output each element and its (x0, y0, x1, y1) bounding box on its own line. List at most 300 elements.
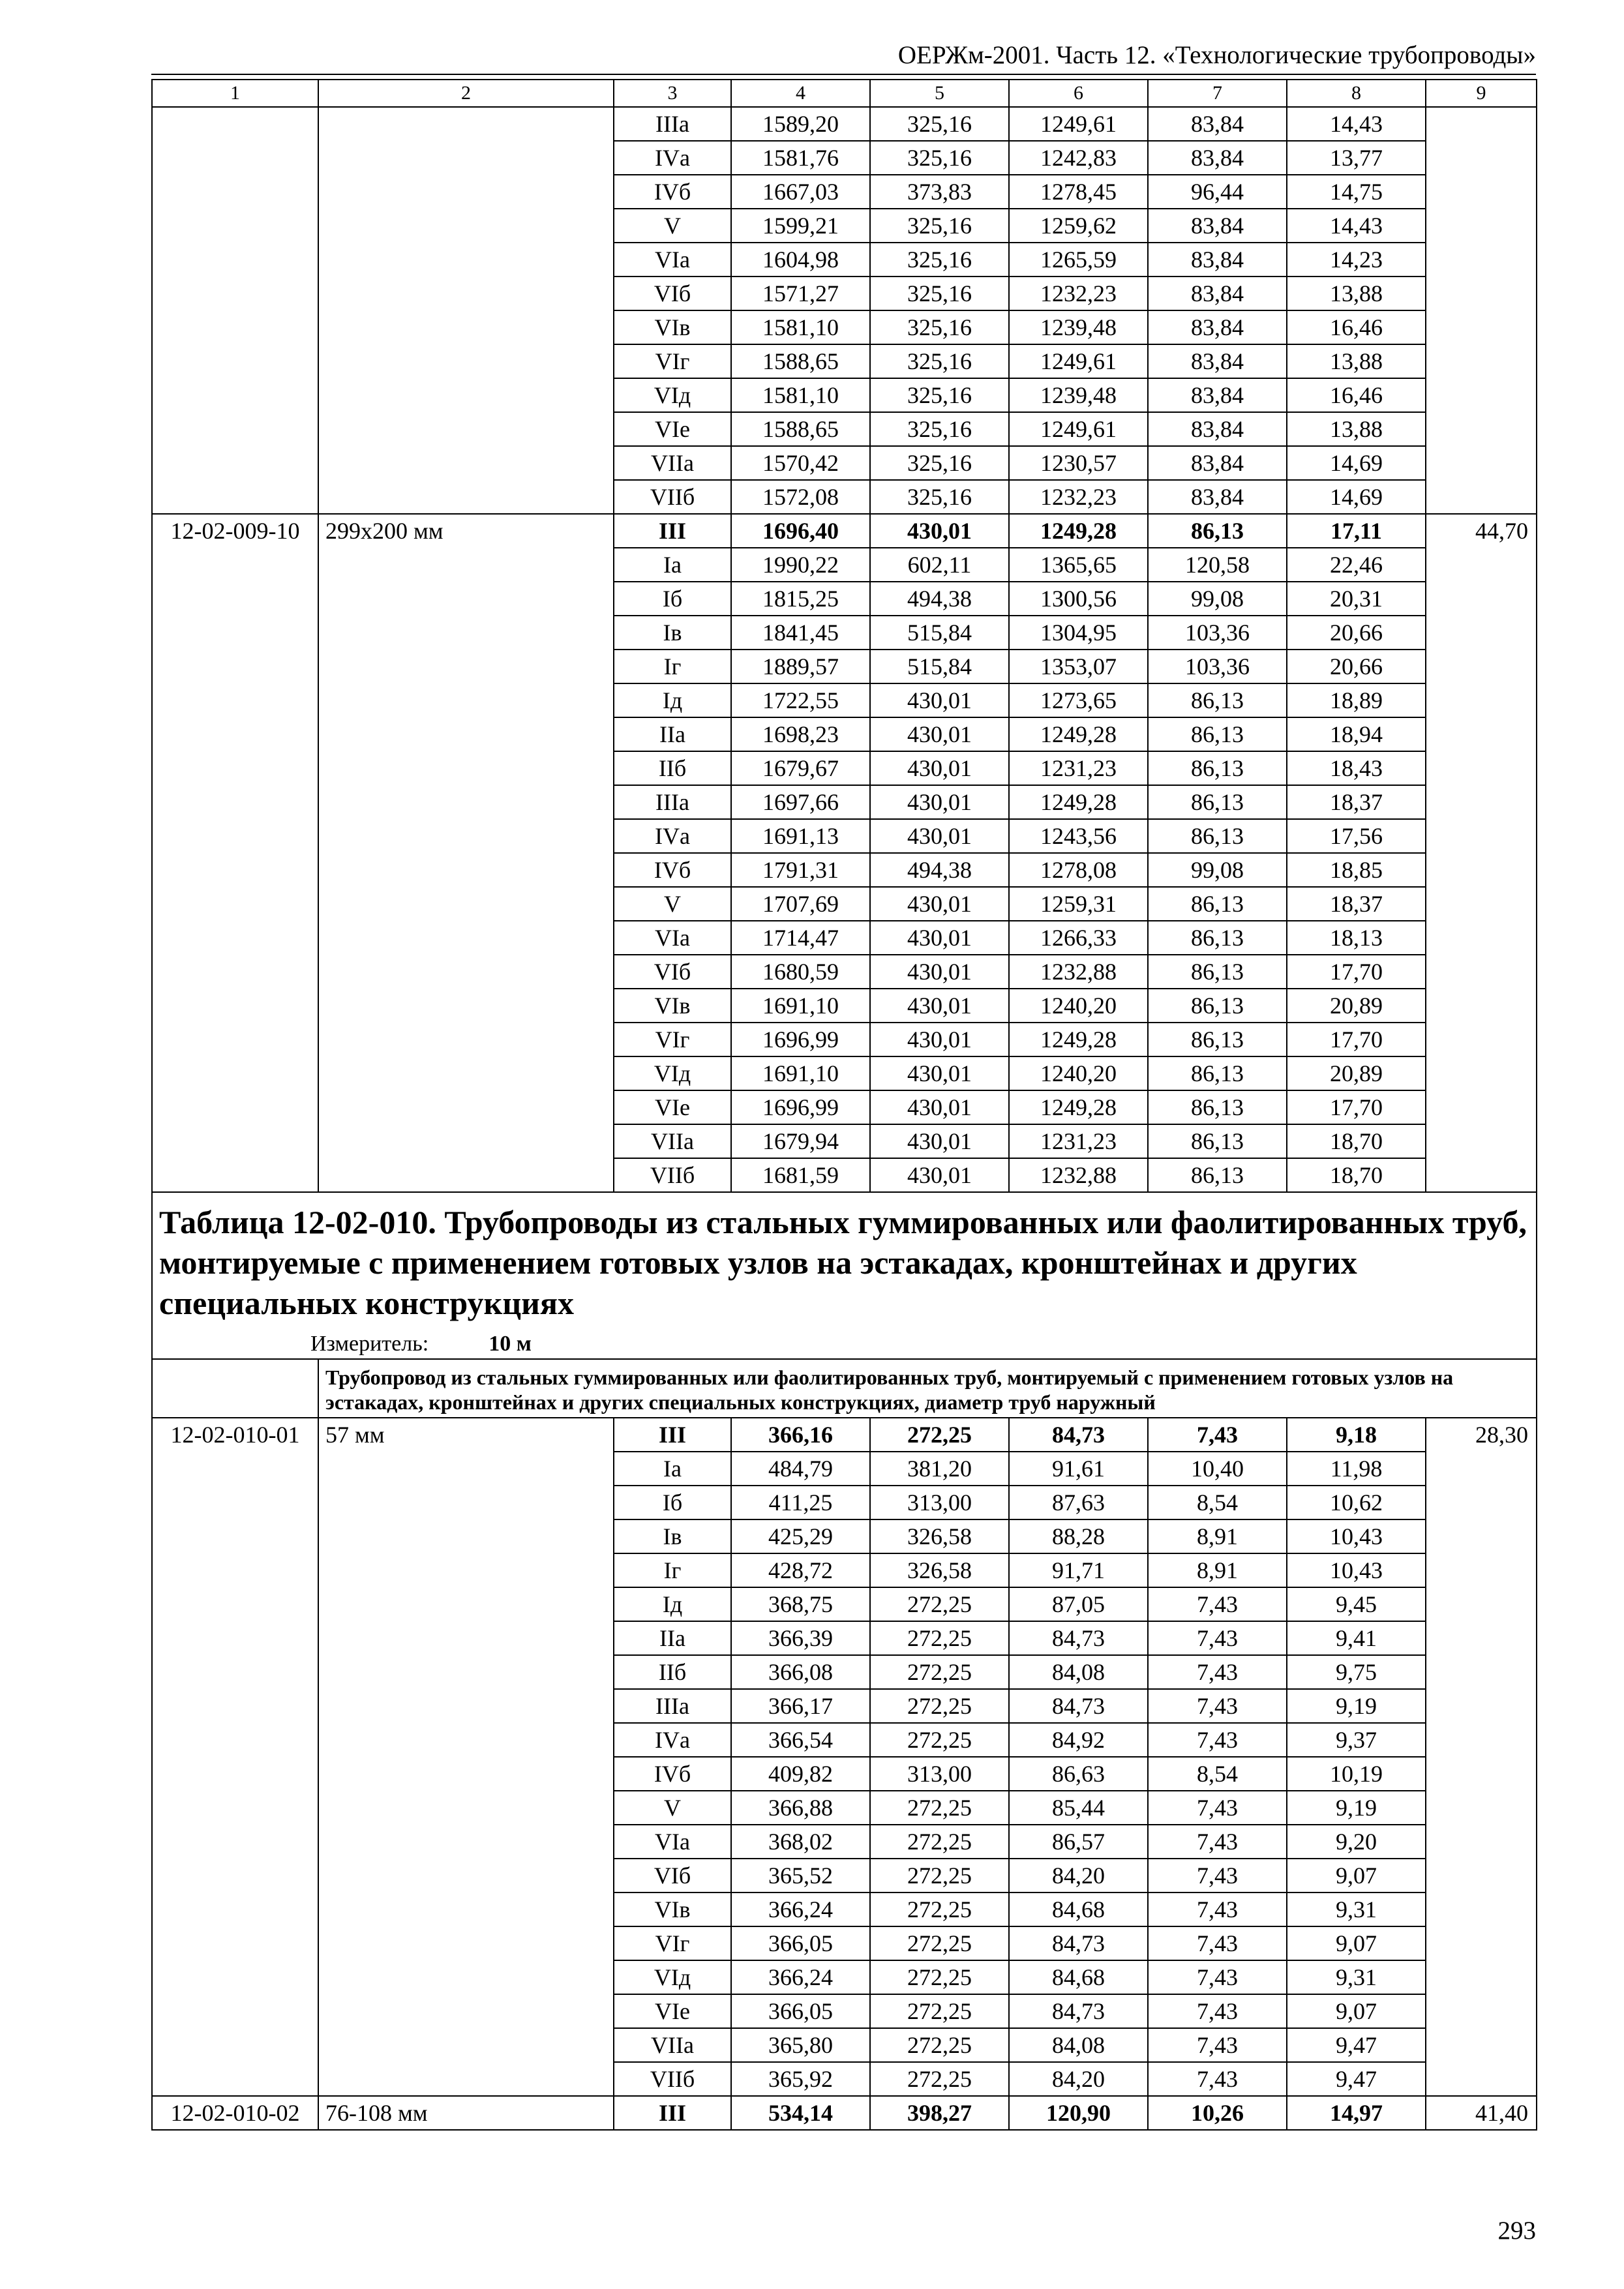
total-cost: 365,92 (731, 2062, 870, 2096)
total-cost: 1680,59 (731, 955, 870, 989)
labor-hours: 41,40 (1426, 2096, 1537, 2130)
labor-cost: 325,16 (870, 243, 1009, 277)
machine-cost: 1249,28 (1009, 717, 1148, 751)
machine-cost: 1300,56 (1009, 582, 1148, 616)
rate-zone: VIг (614, 344, 731, 378)
materials-cost: 14,69 (1287, 480, 1426, 514)
column-number: 3 (614, 80, 731, 107)
machine-cost: 1231,23 (1009, 751, 1148, 785)
total-cost: 1722,55 (731, 683, 870, 717)
total-cost: 1696,99 (731, 1023, 870, 1056)
materials-cost: 20,66 (1287, 616, 1426, 650)
labor-cost: 602,11 (870, 548, 1009, 582)
materials-cost: 9,47 (1287, 2062, 1426, 2096)
rate-zone: IVб (614, 853, 731, 887)
rate-zone: Iа (614, 548, 731, 582)
rate-zone: VIIа (614, 1124, 731, 1158)
rate-zone: VIе (614, 412, 731, 446)
total-cost: 1691,10 (731, 989, 870, 1023)
column-number: 4 (731, 80, 870, 107)
labor-cost: 325,16 (870, 209, 1009, 243)
rates-table-body (152, 80, 1537, 2130)
total-cost: 365,52 (731, 1859, 870, 1893)
operator-wage: 86,13 (1148, 785, 1287, 819)
total-cost: 1681,59 (731, 1158, 870, 1192)
labor-cost: 430,01 (870, 514, 1009, 548)
labor-cost: 325,16 (870, 107, 1009, 141)
rate-zone: Iг (614, 1553, 731, 1587)
machine-cost: 1278,08 (1009, 853, 1148, 887)
machine-cost: 1259,62 (1009, 209, 1148, 243)
operator-wage: 8,54 (1148, 1757, 1287, 1791)
rate-zone: III (614, 514, 731, 548)
labor-hours: 44,70 (1426, 514, 1537, 1192)
labor-cost: 430,01 (870, 921, 1009, 955)
rate-zone: VIд (614, 1960, 731, 1994)
machine-cost: 84,73 (1009, 1926, 1148, 1960)
materials-cost: 20,31 (1287, 582, 1426, 616)
machine-cost: 84,08 (1009, 1655, 1148, 1689)
labor-cost: 272,25 (870, 1689, 1009, 1723)
rate-zone: IVа (614, 141, 731, 175)
machine-cost: 1278,45 (1009, 175, 1148, 209)
labor-cost: 313,00 (870, 1757, 1009, 1791)
total-cost: 366,24 (731, 1960, 870, 1994)
materials-cost: 9,20 (1287, 1825, 1426, 1859)
materials-cost: 18,85 (1287, 853, 1426, 887)
units-line (159, 1330, 1529, 1358)
rate-code: 12-02-010-02 (152, 2096, 318, 2130)
operator-wage: 7,43 (1148, 1926, 1287, 1960)
total-cost: 1889,57 (731, 650, 870, 683)
machine-cost: 1242,83 (1009, 141, 1148, 175)
machine-cost: 1239,48 (1009, 378, 1148, 412)
materials-cost: 14,43 (1287, 209, 1426, 243)
machine-cost: 1249,28 (1009, 1023, 1148, 1056)
table-title-row (152, 1192, 1537, 1359)
labor-cost: 325,16 (870, 141, 1009, 175)
rate-zone: VIе (614, 1090, 731, 1124)
column-number: 6 (1009, 80, 1148, 107)
machine-cost: 1365,65 (1009, 548, 1148, 582)
rate-zone: Iб (614, 582, 731, 616)
rate-zone: VIв (614, 310, 731, 344)
machine-cost: 1240,20 (1009, 989, 1148, 1023)
operator-wage: 83,84 (1148, 344, 1287, 378)
labor-cost: 430,01 (870, 955, 1009, 989)
operator-wage: 7,43 (1148, 1723, 1287, 1757)
labor-cost: 272,25 (870, 1587, 1009, 1621)
materials-cost: 11,98 (1287, 1452, 1426, 1486)
materials-cost: 13,88 (1287, 277, 1426, 310)
total-cost: 1698,23 (731, 717, 870, 751)
total-cost: 1571,27 (731, 277, 870, 310)
rate-zone: VIIб (614, 480, 731, 514)
total-cost: 409,82 (731, 1757, 870, 1791)
total-cost: 484,79 (731, 1452, 870, 1486)
machine-cost: 1249,61 (1009, 344, 1148, 378)
total-cost: 366,05 (731, 1926, 870, 1960)
machine-cost: 88,28 (1009, 1519, 1148, 1553)
labor-cost: 272,25 (870, 1825, 1009, 1859)
running-head: ОЕРЖм-2001. Часть 12. «Технологические трубопроводы» (897, 41, 1536, 69)
labor-cost: 325,16 (870, 446, 1009, 480)
materials-cost: 14,23 (1287, 243, 1426, 277)
table-row (152, 1418, 1537, 1452)
total-cost: 411,25 (731, 1486, 870, 1519)
total-cost: 366,54 (731, 1723, 870, 1757)
operator-wage: 8,54 (1148, 1486, 1287, 1519)
materials-cost: 20,89 (1287, 1056, 1426, 1090)
operator-wage: 86,13 (1148, 955, 1287, 989)
operator-wage: 7,43 (1148, 1621, 1287, 1655)
machine-cost: 91,71 (1009, 1553, 1148, 1587)
table-row (152, 2096, 1537, 2130)
materials-cost: 9,41 (1287, 1621, 1426, 1655)
machine-cost: 1232,88 (1009, 1158, 1148, 1192)
labor-cost: 326,58 (870, 1553, 1009, 1587)
operator-wage: 83,84 (1148, 378, 1287, 412)
materials-cost: 17,11 (1287, 514, 1426, 548)
operator-wage: 120,58 (1148, 548, 1287, 582)
table-row (152, 514, 1537, 548)
description-spacer (152, 1359, 318, 1418)
operator-wage: 86,13 (1148, 1158, 1287, 1192)
machine-cost: 84,08 (1009, 2028, 1148, 2062)
materials-cost: 18,94 (1287, 717, 1426, 751)
machine-cost: 1243,56 (1009, 819, 1148, 853)
total-cost: 366,17 (731, 1689, 870, 1723)
rate-zone: VIIа (614, 2028, 731, 2062)
materials-cost: 10,19 (1287, 1757, 1426, 1791)
total-cost: 1589,20 (731, 107, 870, 141)
rate-zone: VIIб (614, 2062, 731, 2096)
materials-cost: 14,97 (1287, 2096, 1426, 2130)
rate-zone: VIб (614, 955, 731, 989)
labor-cost: 325,16 (870, 277, 1009, 310)
column-number: 1 (152, 80, 318, 107)
column-number: 5 (870, 80, 1009, 107)
total-cost: 368,02 (731, 1825, 870, 1859)
machine-cost: 1249,28 (1009, 1090, 1148, 1124)
materials-cost: 10,43 (1287, 1519, 1426, 1553)
labor-cost: 272,25 (870, 1893, 1009, 1926)
rate-zone: Iг (614, 650, 731, 683)
labor-cost: 398,27 (870, 2096, 1009, 2130)
materials-cost: 17,70 (1287, 955, 1426, 989)
machine-cost: 1249,28 (1009, 514, 1148, 548)
machine-cost: 84,20 (1009, 2062, 1148, 2096)
operator-wage: 7,43 (1148, 1825, 1287, 1859)
materials-cost: 9,31 (1287, 1960, 1426, 1994)
operator-wage: 83,84 (1148, 310, 1287, 344)
materials-cost: 9,47 (1287, 2028, 1426, 2062)
rate-zone: IIб (614, 1655, 731, 1689)
operator-wage: 86,13 (1148, 1090, 1287, 1124)
units-label: Измеритель: (310, 1332, 429, 1356)
operator-wage: 99,08 (1148, 582, 1287, 616)
materials-cost: 9,45 (1287, 1587, 1426, 1621)
total-cost: 1588,65 (731, 412, 870, 446)
labor-cost: 430,01 (870, 1158, 1009, 1192)
operator-wage: 7,43 (1148, 1655, 1287, 1689)
column-number: 2 (318, 80, 614, 107)
total-cost: 1581,10 (731, 310, 870, 344)
rate-zone: Iв (614, 616, 731, 650)
rate-zone: IVб (614, 1757, 731, 1791)
total-cost: 425,29 (731, 1519, 870, 1553)
operator-wage: 103,36 (1148, 650, 1287, 683)
labor-cost: 381,20 (870, 1452, 1009, 1486)
operator-wage: 86,13 (1148, 819, 1287, 853)
materials-cost: 18,13 (1287, 921, 1426, 955)
machine-cost: 1249,28 (1009, 785, 1148, 819)
materials-cost: 18,70 (1287, 1124, 1426, 1158)
total-cost: 1691,13 (731, 819, 870, 853)
machine-cost: 84,73 (1009, 1621, 1148, 1655)
rate-zone: VIг (614, 1926, 731, 1960)
labor-cost: 326,58 (870, 1519, 1009, 1553)
operator-wage: 7,43 (1148, 1587, 1287, 1621)
machine-cost: 85,44 (1009, 1791, 1148, 1825)
labor-cost: 430,01 (870, 683, 1009, 717)
rate-zone: VIд (614, 1056, 731, 1090)
rate-zone: III (614, 1418, 731, 1452)
total-cost: 1679,67 (731, 751, 870, 785)
total-cost: 1841,45 (731, 616, 870, 650)
total-cost: 366,88 (731, 1791, 870, 1825)
column-number-row (152, 80, 1537, 107)
materials-cost: 22,46 (1287, 548, 1426, 582)
materials-cost: 13,77 (1287, 141, 1426, 175)
machine-cost: 1304,95 (1009, 616, 1148, 650)
machine-cost: 120,90 (1009, 2096, 1148, 2130)
labor-cost: 430,01 (870, 1090, 1009, 1124)
total-cost: 1667,03 (731, 175, 870, 209)
table-title-cell (152, 1192, 1537, 1359)
total-cost: 1572,08 (731, 480, 870, 514)
rate-zone: VIе (614, 1994, 731, 2028)
machine-cost: 91,61 (1009, 1452, 1148, 1486)
operator-wage: 7,43 (1148, 1960, 1287, 1994)
materials-cost: 20,66 (1287, 650, 1426, 683)
operator-wage: 83,84 (1148, 480, 1287, 514)
operator-wage: 7,43 (1148, 1418, 1287, 1452)
machine-cost: 86,57 (1009, 1825, 1148, 1859)
rate-zone: VIб (614, 1859, 731, 1893)
operator-wage: 7,43 (1148, 1893, 1287, 1926)
rate-zone: V (614, 209, 731, 243)
materials-cost: 9,19 (1287, 1791, 1426, 1825)
materials-cost: 9,75 (1287, 1655, 1426, 1689)
labor-cost: 430,01 (870, 1124, 1009, 1158)
operator-wage: 83,84 (1148, 209, 1287, 243)
materials-cost: 17,70 (1287, 1023, 1426, 1056)
materials-cost: 9,07 (1287, 1926, 1426, 1960)
rate-zone: VIIа (614, 446, 731, 480)
total-cost: 1599,21 (731, 209, 870, 243)
rate-zone: VIа (614, 921, 731, 955)
materials-cost: 16,46 (1287, 378, 1426, 412)
rate-zone: IIIа (614, 1689, 731, 1723)
total-cost: 1691,10 (731, 1056, 870, 1090)
labor-cost: 430,01 (870, 989, 1009, 1023)
labor-hours (1426, 107, 1537, 514)
rate-zone: IVб (614, 175, 731, 209)
operator-wage: 10,26 (1148, 2096, 1287, 2130)
units-value: 10 м (489, 1332, 532, 1356)
labor-cost: 430,01 (870, 819, 1009, 853)
rate-zone: VIв (614, 1893, 731, 1926)
total-cost: 368,75 (731, 1587, 870, 1621)
materials-cost: 9,37 (1287, 1723, 1426, 1757)
total-cost: 428,72 (731, 1553, 870, 1587)
machine-cost: 1249,61 (1009, 412, 1148, 446)
labor-cost: 272,25 (870, 1859, 1009, 1893)
column-number: 9 (1426, 80, 1537, 107)
total-cost: 366,08 (731, 1655, 870, 1689)
rate-zone: VIIб (614, 1158, 731, 1192)
machine-cost: 1273,65 (1009, 683, 1148, 717)
operator-wage: 83,84 (1148, 141, 1287, 175)
materials-cost: 14,43 (1287, 107, 1426, 141)
rate-code: 12-02-010-01 (152, 1418, 318, 2096)
machine-cost: 1232,88 (1009, 955, 1148, 989)
rate-zone: V (614, 887, 731, 921)
materials-cost: 18,70 (1287, 1158, 1426, 1192)
labor-cost: 272,25 (870, 2028, 1009, 2062)
labor-cost: 313,00 (870, 1486, 1009, 1519)
labor-cost: 272,25 (870, 1960, 1009, 1994)
labor-cost: 494,38 (870, 582, 1009, 616)
materials-cost: 17,70 (1287, 1090, 1426, 1124)
rate-zone: IIIа (614, 785, 731, 819)
column-number: 8 (1287, 80, 1426, 107)
labor-cost: 325,16 (870, 480, 1009, 514)
rate-name: 76-108 мм (318, 2096, 614, 2130)
labor-hours: 28,30 (1426, 1418, 1537, 2096)
labor-cost: 272,25 (870, 1723, 1009, 1757)
rate-zone: Iв (614, 1519, 731, 1553)
rate-zone: IIIа (614, 107, 731, 141)
rate-zone: VIа (614, 243, 731, 277)
total-cost: 365,80 (731, 2028, 870, 2062)
operator-wage: 86,13 (1148, 1056, 1287, 1090)
materials-cost: 9,31 (1287, 1893, 1426, 1926)
materials-cost: 13,88 (1287, 412, 1426, 446)
operator-wage: 7,43 (1148, 1689, 1287, 1723)
materials-cost: 18,89 (1287, 683, 1426, 717)
rate-zone: III (614, 2096, 731, 2130)
description: Трубопровод из стальных гуммированных или фаолитированных труб, монтируемый с применением готовых узлов на эстакадах, кронштейнах и других специальных конструкциях, диаметр труб наружный (318, 1359, 1537, 1418)
total-cost: 1604,98 (731, 243, 870, 277)
labor-cost: 515,84 (870, 650, 1009, 683)
machine-cost: 84,68 (1009, 1893, 1148, 1926)
operator-wage: 99,08 (1148, 853, 1287, 887)
operator-wage: 83,84 (1148, 412, 1287, 446)
machine-cost: 1266,33 (1009, 921, 1148, 955)
total-cost: 1679,94 (731, 1124, 870, 1158)
operator-wage: 83,84 (1148, 277, 1287, 310)
machine-cost: 87,63 (1009, 1486, 1148, 1519)
materials-cost: 14,69 (1287, 446, 1426, 480)
machine-cost: 84,73 (1009, 1689, 1148, 1723)
labor-cost: 430,01 (870, 887, 1009, 921)
total-cost: 1707,69 (731, 887, 870, 921)
total-cost: 1696,40 (731, 514, 870, 548)
machine-cost: 1259,31 (1009, 887, 1148, 921)
rate-zone: VIг (614, 1023, 731, 1056)
rate-name: 299х200 мм (318, 514, 614, 1192)
rate-zone: VIа (614, 1825, 731, 1859)
rate-name (318, 107, 614, 514)
operator-wage: 103,36 (1148, 616, 1287, 650)
total-cost: 1581,10 (731, 378, 870, 412)
operator-wage: 86,13 (1148, 514, 1287, 548)
labor-cost: 325,16 (870, 378, 1009, 412)
materials-cost: 10,43 (1287, 1553, 1426, 1587)
machine-cost: 86,63 (1009, 1757, 1148, 1791)
operator-wage: 7,43 (1148, 1994, 1287, 2028)
total-cost: 1990,22 (731, 548, 870, 582)
labor-cost: 325,16 (870, 412, 1009, 446)
operator-wage: 86,13 (1148, 921, 1287, 955)
rate-zone: VIб (614, 277, 731, 310)
labor-cost: 515,84 (870, 616, 1009, 650)
operator-wage: 86,13 (1148, 989, 1287, 1023)
machine-cost: 1232,23 (1009, 277, 1148, 310)
operator-wage: 83,84 (1148, 446, 1287, 480)
total-cost: 366,16 (731, 1418, 870, 1452)
rate-zone: VIд (614, 378, 731, 412)
operator-wage: 10,40 (1148, 1452, 1287, 1486)
rates-table (151, 79, 1537, 2131)
rate-zone: IVа (614, 1723, 731, 1757)
rate-zone: Iб (614, 1486, 731, 1519)
materials-cost: 18,37 (1287, 887, 1426, 921)
labor-cost: 272,25 (870, 1621, 1009, 1655)
labor-cost: 430,01 (870, 1023, 1009, 1056)
rate-zone: IIа (614, 1621, 731, 1655)
total-cost: 366,24 (731, 1893, 870, 1926)
operator-wage: 86,13 (1148, 1124, 1287, 1158)
labor-cost: 272,25 (870, 1655, 1009, 1689)
materials-cost: 9,07 (1287, 1859, 1426, 1893)
total-cost: 1791,31 (731, 853, 870, 887)
table-row (152, 107, 1537, 141)
materials-cost: 13,88 (1287, 344, 1426, 378)
operator-wage: 7,43 (1148, 2028, 1287, 2062)
operator-wage: 7,43 (1148, 1791, 1287, 1825)
table-title: Таблица 12-02-010. Трубопроводы из стальных гуммированных или фаолитированных труб, монтируемые с применением готовых узлов на эстакадах, кронштейнах и других специальных конструкциях (159, 1204, 1527, 1321)
machine-cost: 84,20 (1009, 1859, 1148, 1893)
header-rule (151, 74, 1536, 75)
materials-cost: 18,43 (1287, 751, 1426, 785)
operator-wage: 7,43 (1148, 1859, 1287, 1893)
operator-wage: 8,91 (1148, 1553, 1287, 1587)
total-cost: 1581,76 (731, 141, 870, 175)
operator-wage: 7,43 (1148, 2062, 1287, 2096)
rate-zone: VIв (614, 989, 731, 1023)
operator-wage: 86,13 (1148, 751, 1287, 785)
machine-cost: 1239,48 (1009, 310, 1148, 344)
machine-cost: 84,92 (1009, 1723, 1148, 1757)
machine-cost: 1240,20 (1009, 1056, 1148, 1090)
labor-cost: 430,01 (870, 1056, 1009, 1090)
operator-wage: 86,13 (1148, 887, 1287, 921)
operator-wage: 83,84 (1148, 107, 1287, 141)
total-cost: 1588,65 (731, 344, 870, 378)
